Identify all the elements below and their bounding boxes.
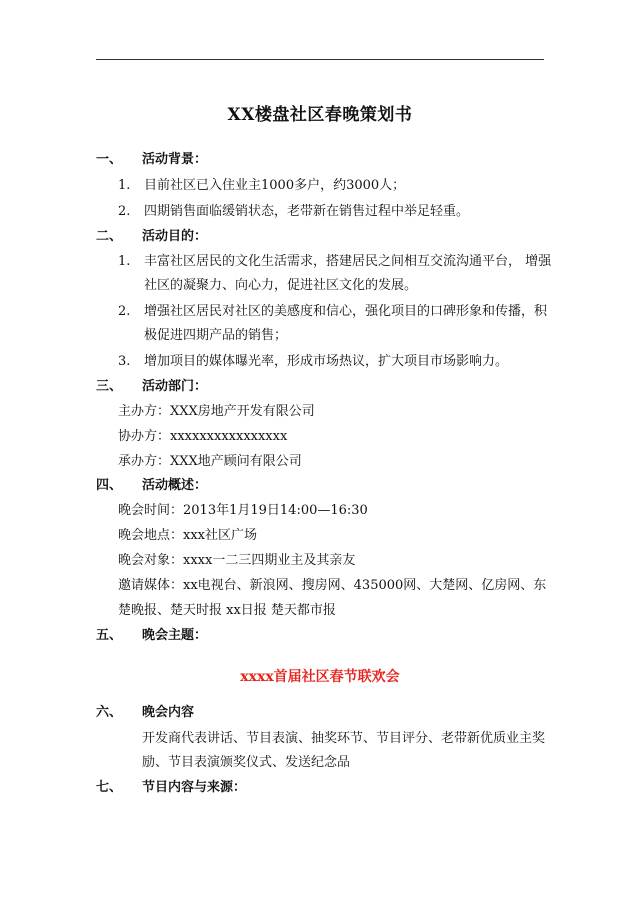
item-continuation: 极促进四期产品的销售；: [144, 328, 288, 343]
event-media: 邀请媒体：xx电视台、新浪网、搜房网、435000网、大楚网、亿房网、东: [118, 578, 547, 593]
event-media-continuation: 楚晚报、楚天时报 xx日报 楚天都市报: [118, 603, 336, 618]
item-number: 2.: [118, 304, 131, 319]
section-number: 三、: [96, 379, 123, 394]
item-text: 增加项目的媒体曝光率，形成市场热议，扩大项目市场影响力。: [144, 354, 509, 369]
section-title: 晚会内容: [142, 705, 195, 720]
section-number: 六、: [96, 705, 123, 720]
section-title: 活动部门：: [142, 379, 208, 394]
header-rule: [96, 59, 544, 60]
item-text: 增强社区居民对社区的美感度和信心，强化项目的口碑形象和传播，积: [144, 304, 548, 319]
undertaker-line: 承办方：XXX地产顾问有限公司: [118, 454, 302, 469]
co-organizer-line: 协办方：xxxxxxxxxxxxxxxx: [118, 429, 288, 444]
section-title: 活动目的：: [142, 229, 208, 244]
item-number: 1.: [118, 254, 131, 269]
organizer-line: 主办方：XXX房地产开发有限公司: [118, 404, 315, 419]
section-title: 活动背景：: [142, 152, 208, 167]
section-title: 晚会主题：: [142, 628, 208, 643]
section-title: 节目内容与来源：: [142, 780, 247, 795]
item-text: 丰富社区居民的文化生活需求，搭建居民之间相互交流沟通平台， 增强: [144, 254, 552, 269]
event-time: 晚会时间：2013年1月19日14:00—16:30: [118, 503, 368, 518]
section-number: 一、: [96, 152, 123, 167]
document-title: XX楼盘社区春晚策划书: [227, 105, 413, 125]
item-number: 2.: [118, 204, 131, 219]
item-continuation: 社区的凝聚力、向心力，促进社区文化的发展。: [144, 278, 418, 293]
event-theme: xxxx首届社区春节联欢会: [240, 669, 400, 685]
event-location: 晚会地点：xxx社区广场: [118, 528, 257, 543]
section-title: 活动概述：: [142, 478, 208, 493]
section-number: 七、: [96, 780, 123, 795]
item-number: 3.: [118, 354, 131, 369]
item-number: 1.: [118, 178, 131, 193]
item-text: 四期销售面临缓销状态，老带新在销售过程中举足轻重。: [144, 204, 470, 219]
program-content: 开发商代表讲话、节目表演、抽奖环节、节目评分、老带新优质业主奖: [142, 731, 546, 746]
program-content-continuation: 励、节目表演颁奖仪式、发送纪念品: [142, 755, 351, 770]
section-number: 五、: [96, 628, 123, 643]
event-audience: 晚会对象：xxxx一二三四期业主及其亲友: [118, 553, 356, 568]
item-text: 目前社区已入住业主1000多户，约3000人；: [144, 178, 406, 193]
section-number: 四、: [96, 478, 123, 493]
section-number: 二、: [96, 229, 123, 244]
